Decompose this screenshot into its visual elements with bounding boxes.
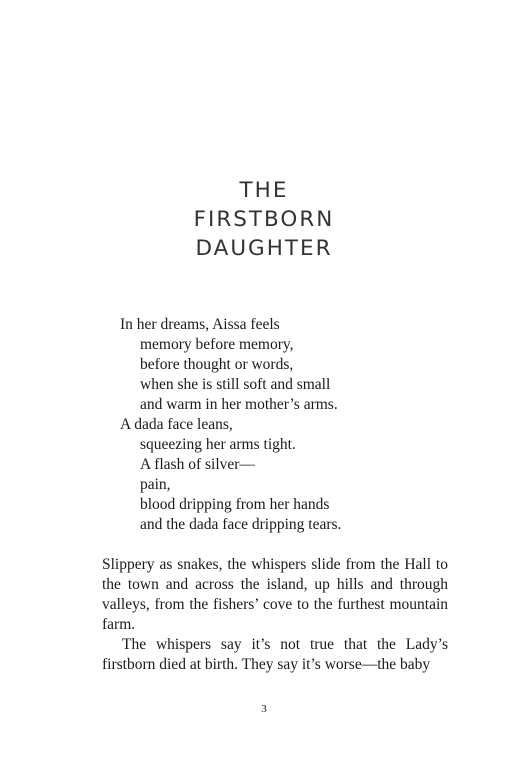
poem-line: In her dreams, Aissa feels bbox=[120, 316, 280, 333]
chapter-title-line: DAUGHTER bbox=[195, 236, 333, 261]
poem-line: A dada face leans, bbox=[120, 416, 233, 433]
page-number: 3 bbox=[261, 703, 267, 715]
poem-line: and warm in her mother’s arms. bbox=[140, 396, 338, 413]
body-text bbox=[102, 555, 448, 675]
poem-line: before thought or words, bbox=[140, 356, 294, 373]
body-paragraph: Slippery as snakes, the whispers slide from the Hall to the town and across the island, up hills and through valleys, from the fishers’ cove to the furthest mountain farm. bbox=[102, 556, 448, 633]
poem-line: A flash of silver— bbox=[140, 456, 255, 473]
chapter-title-line: FIRSTBORN bbox=[193, 207, 335, 232]
poem-line: squeezing her arms tight. bbox=[140, 436, 296, 453]
poem-line: pain, bbox=[140, 476, 171, 493]
poem-line: blood dripping from her hands bbox=[140, 496, 330, 513]
opening-poem bbox=[120, 315, 341, 535]
chapter-title-line: THE bbox=[239, 178, 289, 203]
chapter-title bbox=[0, 176, 528, 263]
poem-line: and the dada face dripping tears. bbox=[140, 516, 342, 533]
body-paragraph: The whispers say it’s not true that the Lady’s firstborn died at birth. They say it’s worse—the baby bbox=[102, 636, 448, 673]
poem-line: when she is still soft and small bbox=[140, 376, 331, 393]
poem-line: memory before memory, bbox=[140, 336, 294, 353]
